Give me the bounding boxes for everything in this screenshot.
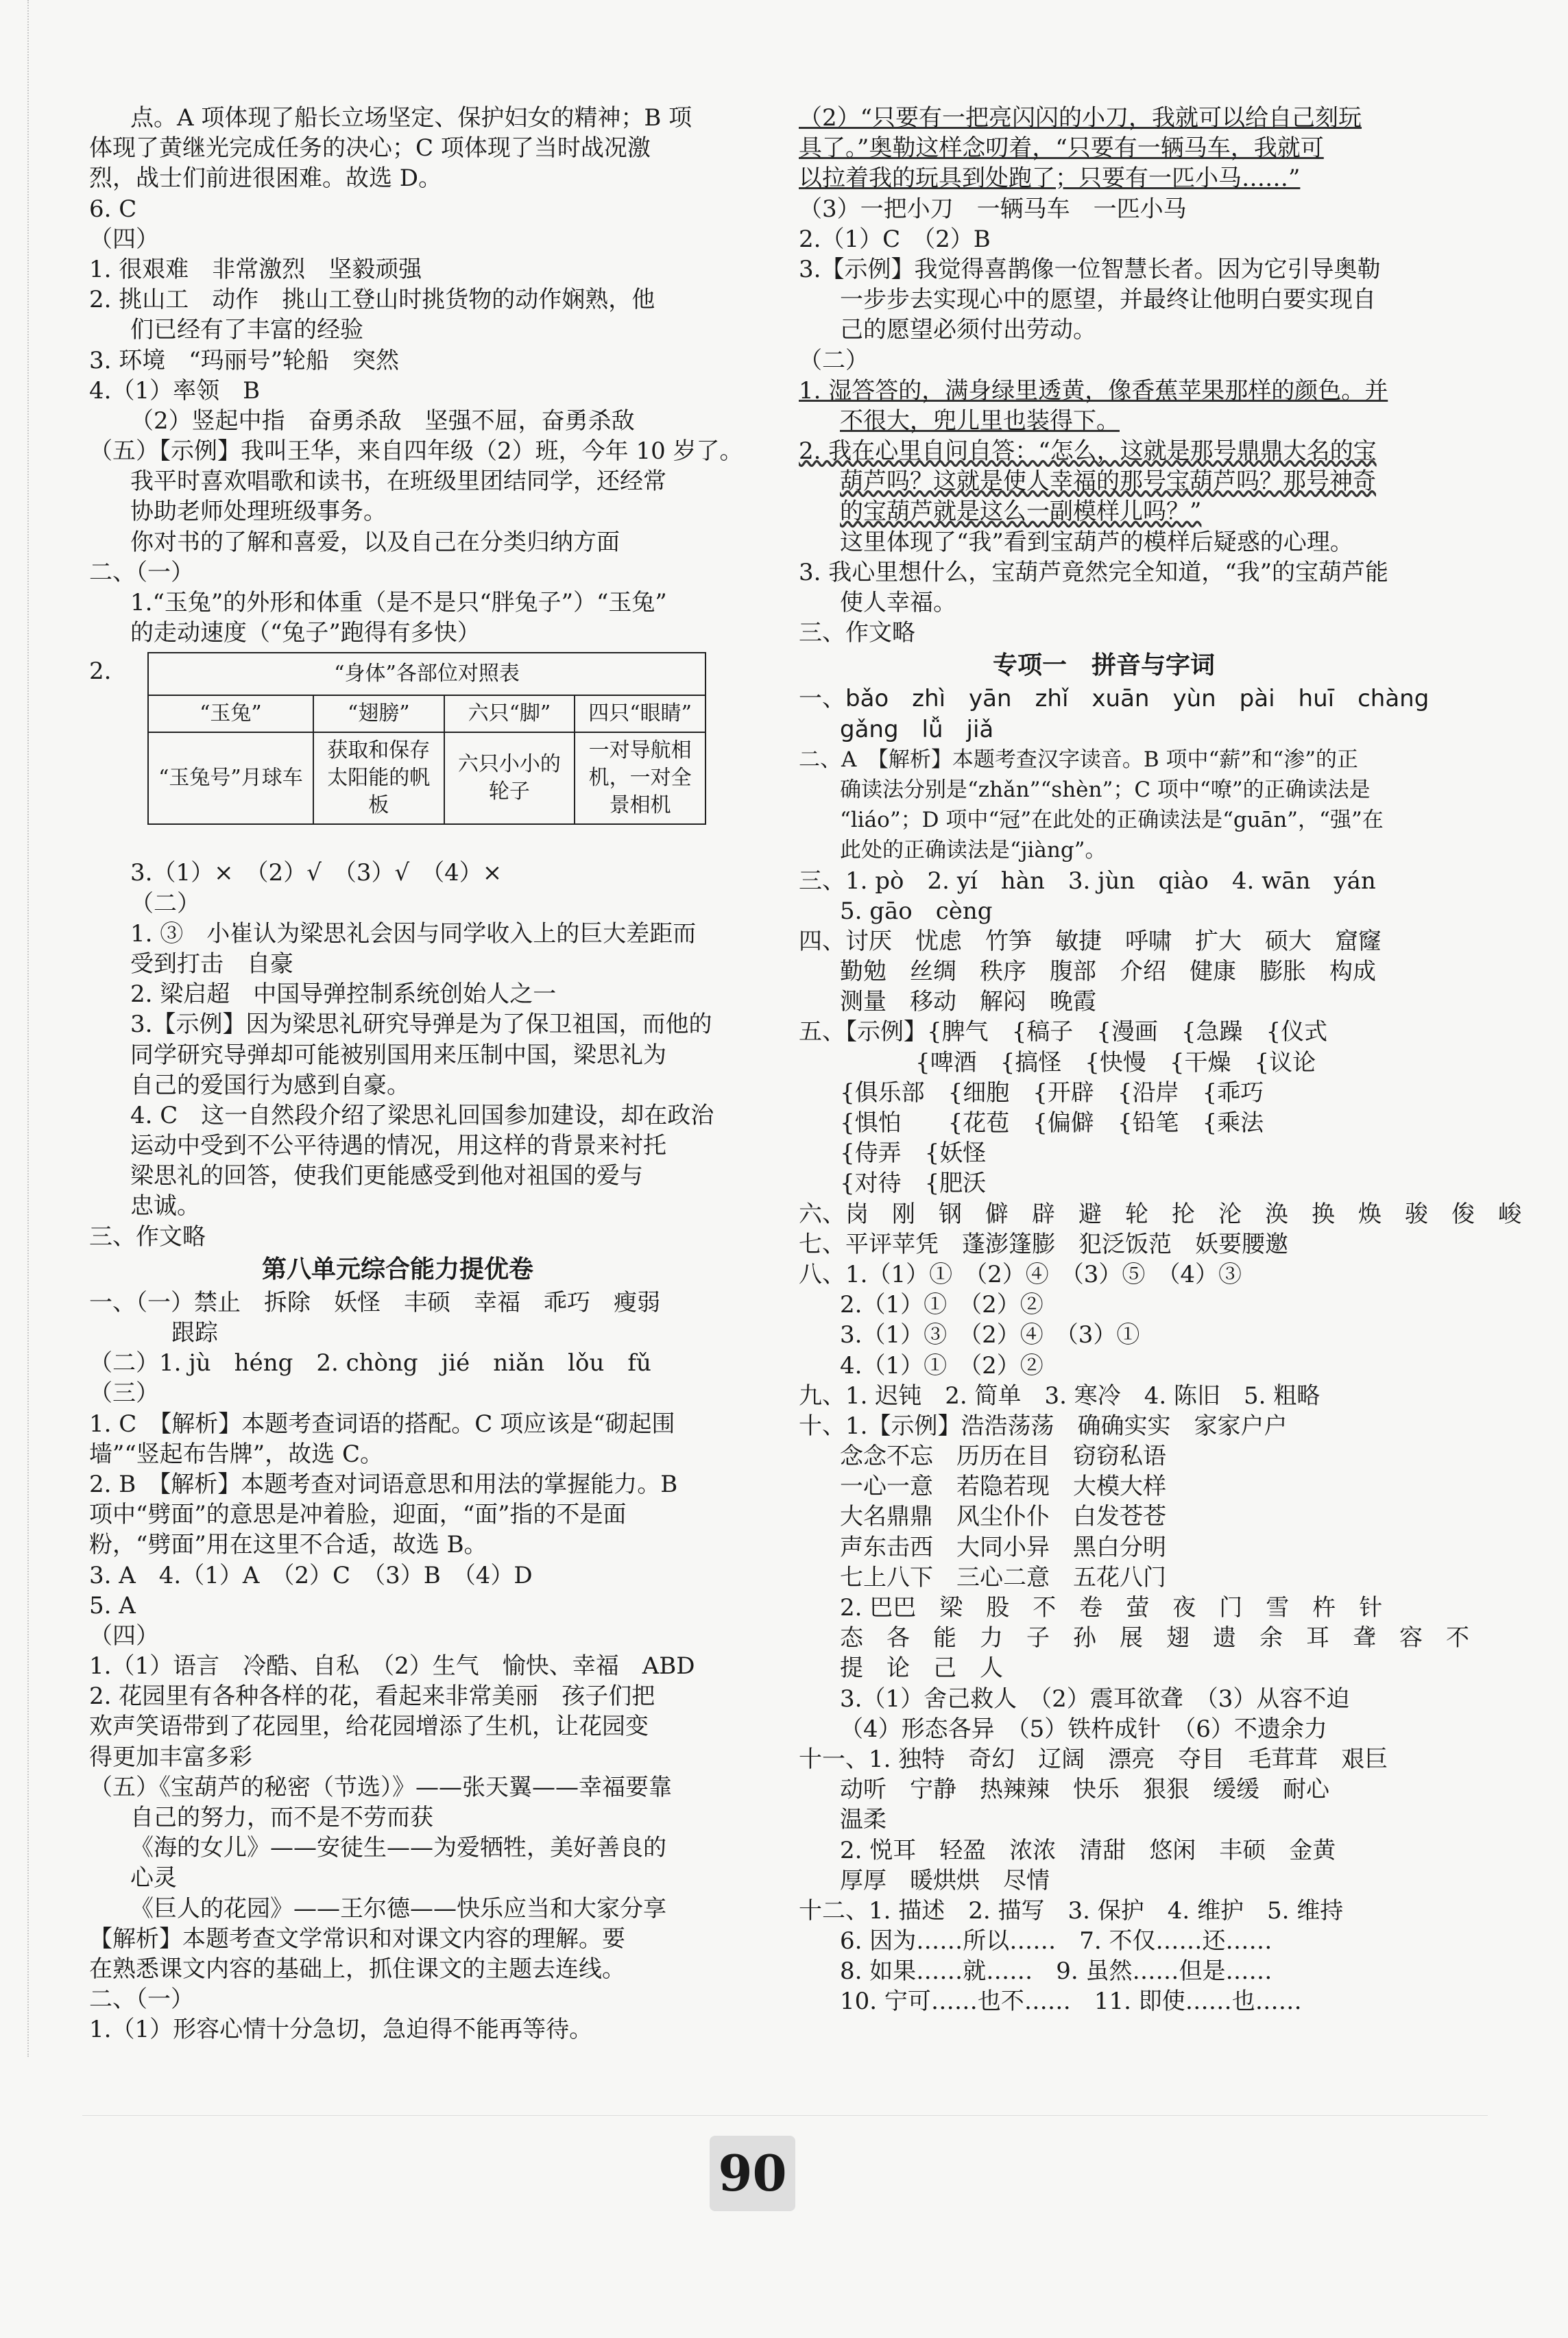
table-header-cell: “玉兔” [148,695,313,732]
text-line: 1. 湿答答的，满身绿里透黄，像香蕉苹果那样的颜色。并 [799,376,1388,405]
text-line: 6. 因为……所以…… 7. 不仅……还…… [840,1927,1273,1955]
text-line: 3. 环境 “玛丽号”轮船 突然 [89,346,400,374]
text-line: 1. 很艰难 非常激烈 坚毅顽强 [89,255,422,283]
binding-edge [27,0,29,2057]
text-line: 我平时喜欢唱歌和读书，在班级里团结同学，还经常 [130,468,666,496]
table-header-cell: 六只“脚” [444,695,575,732]
text-line: 心灵 [130,1864,177,1892]
text-line: 勤勉 丝绸 秩序 腹部 介绍 健康 膨胀 构成 [840,958,1376,986]
text-line: 使人幸福。 [840,589,956,616]
text-line: 2. B 【解析】本题考查对词语意思和用法的掌握能力。B [89,1470,678,1498]
text-line: 五、【示例】{脾气 {稿子 {漫画 {急躁 {仪式 [799,1018,1328,1046]
text-line: 自己的努力，而不是不劳而获 [130,1804,433,1831]
text-line: 1.（1）形容心情十分急切，急迫得不能再等待。 [89,2016,593,2044]
text-line: 项中“劈面”的意思是冲着脸，迎面，“面”指的不是面 [89,1501,627,1529]
text-line: {对待 {肥沃 [840,1170,987,1198]
table-cell: 获取和保存太阳能的帆板 [313,732,444,824]
text-line: 点。A 项体现了船长立场坚定、保护妇女的精神；B 项 [130,104,692,132]
text-line: 梁思礼的回答，使我们更能感受到他对祖国的爱与 [130,1162,643,1190]
comparison-table-block [89,652,706,858]
text-line: （三） [89,1379,159,1408]
text-line: （四） [89,1622,159,1650]
text-line: （二） [799,346,869,374]
text-line: 6. C [89,195,137,223]
section-title: 专项一 拼音与字词 [992,651,1215,680]
text-line: {啤酒 {搞怪 {快慢 {干燥 {议论 [799,1048,1316,1076]
text-line: （五）【示例】我叫王华，来自四年级（2）班，今年 10 岁了。 [89,437,743,466]
text-line: 在熟悉课文内容的基础上，抓住课文的主题去连线。 [89,1955,625,1983]
right-column [799,103,1521,2017]
text-line: 2. 巴巴 梁 股 不 卷 萤 夜 门 雪 杵 针 [840,1594,1383,1622]
text-line: （2）竖起中指 奋勇杀敌 坚强不屈，奋勇杀敌 [130,407,635,435]
text-line: 4.（1）率领 B [89,376,261,405]
text-line: 一步步去实现心中的愿望，并最终让他明白要实现自 [840,286,1376,314]
text-line: 《海的女儿》——安徒生——为爱牺牲，美好善良的 [130,1834,666,1862]
text-line: 粉，“劈面”用在这里不合适，故选 B。 [89,1531,487,1559]
table-header-cell: “翅膀” [313,695,444,732]
table-header-cell: 四只“眼睛” [575,695,705,732]
text-line: 得更加丰富多彩 [89,1743,252,1771]
text-line: 2. 挑山工 动作 挑山工登山时挑货物的动作娴熟，他 [89,286,655,314]
text-line: （二）1. jù héng 2. chòng jié niǎn lǒu fǔ [89,1349,651,1377]
text-line: 以拉着我的玩具到处跑了；只要有一匹小马……” [799,165,1301,193]
text-line: 六、岗 刚 钢 僻 辟 避 轮 抡 沦 涣 换 焕 骏 俊 峻 [799,1200,1521,1228]
text-line: 具了。”奥勒这样念叨着，“只要有一辆马车，我就可 [799,134,1324,162]
text-line: 运动中受到不公平待遇的情况，用这样的背景来衬托 [130,1132,666,1160]
text-line: 态 各 能 力 子 孙 展 翅 遗 余 耳 聋 容 不 [840,1624,1469,1652]
text-line: {俱乐部 {细胞 {开辟 {沿岸 {乖巧 [840,1078,1264,1107]
footer-rule [82,2115,1488,2116]
text-line: 2.（1）① （2）② [840,1291,1044,1319]
text-line: 动听 宁静 热辣辣 快乐 狠狠 缓缓 耐心 [840,1776,1329,1804]
text-line: 不很大，兜儿里也装得下。 [840,407,1120,435]
text-line: 2. 我在心里自问自答：“怎么，这就是那号鼎鼎大名的宝 [799,437,1377,466]
pinyin-line: 一、bǎo zhì yān zhǐ xuān yùn pài huī chàng [799,685,1430,713]
text-line: 九、1. 迟钝 2. 简单 3. 寒冷 4. 陈旧 5. 粗略 [799,1382,1320,1410]
text-line: 跟踪 [171,1319,218,1347]
pinyin-line: gǎng lǚ jiǎ [840,715,994,743]
text-line: 4.（1）① （2）② [840,1351,1044,1379]
text-line: 念念不忘 历历在目 窃窃私语 [840,1443,1166,1471]
text-line: 厚厚 暖烘烘 尽情 [840,1866,1050,1894]
text-line: 自己的爱国行为感到自豪。 [130,1071,410,1099]
table-number: 2. [89,658,112,686]
text-line: 3.（1）舍己救人 （2）震耳欲聋 （3）从容不迫 [840,1685,1350,1713]
table-cell: “玉兔号”月球车 [148,732,313,824]
text-line: 一心一意 若隐若现 大模大样 [840,1473,1166,1501]
text-line: 3.（1）× （2）√ （3）√ （4）× [130,859,503,887]
text-line: 们已经有了丰富的经验 [130,316,363,344]
text-line: 测量 移动 解闷 晚霞 [840,988,1096,1016]
text-line: 《巨人的花园》——王尔德——快乐应当和大家分享 [130,1894,666,1923]
text-line: 二、A 【解析】本题考查汉字读音。B 项中“薪”和“渗”的正 [799,747,1358,772]
text-line: 欢声笑语带到了花园里，给花园增添了生机，让花园变 [89,1713,649,1741]
text-line: 同学研究导弹却可能被别国用来压制中国，梁思礼为 [130,1041,666,1069]
text-line: 3. A 4.（1）A （2）C （3）B （4）D [89,1561,533,1589]
text-line: 3. 我心里想什么，宝葫芦竟然完全知道，“我”的宝葫芦能 [799,558,1389,586]
text-line: 二、（一） [89,1986,194,2014]
text-line: 确读法分别是“zhǎn”“shèn”；C 项中“嘹”的正确读法是 [840,777,1371,802]
text-line: 忠诚。 [130,1192,200,1220]
text-line: 10. 宁可……也不…… 11. 即使……也…… [840,1988,1302,2016]
text-line: （4）形态各异 （5）铁杵成针 （6）不遗余力 [840,1715,1327,1743]
text-line: 3.【示例】我觉得喜鹊像一位智慧长者。因为它引导奥勒 [799,255,1381,283]
text-line: 十、1.【示例】浩浩荡荡 确确实实 家家户户 [799,1412,1288,1440]
text-line: 八、1.（1）① （2）④ （3）⑤ （4）③ [799,1260,1242,1288]
text-line: 二、（一） [89,558,194,586]
text-line: （二） [130,889,200,917]
text-line: 的宝葫芦就是这么一副模样儿吗？” [840,498,1202,526]
text-line: 1. C 【解析】本题考查词语的搭配。C 项应该是“砌起围 [89,1410,675,1438]
text-line: {惧怕 {花苞 {偏僻 {铅笔 {乘法 [840,1109,1264,1137]
text-line: 【解析】本题考查文学常识和对课文内容的理解。要 [89,1925,625,1953]
text-line: （2）“只要有一把亮闪闪的小刀，我就可以给自己刻玩 [799,104,1362,132]
text-line: 1.（1）语言 冷酷、自私 （2）生气 愉快、幸福 ABD [89,1652,695,1680]
text-line: 十二、1. 描述 2. 描写 3. 保护 4. 维护 5. 维持 [799,1896,1344,1925]
text-line: 这里体现了“我”看到宝葫芦的模样后疑惑的心理。 [840,528,1353,556]
table-caption: “身体”各部位对照表 [148,653,705,695]
text-line: 1. ③ 小崔认为梁思礼会因与同学收入上的巨大差距而 [130,919,697,948]
text-line: 大名鼎鼎 风尘仆仆 白发苍苍 [840,1503,1166,1531]
text-line: 受到打击 自豪 [130,950,293,978]
left-column [89,103,743,2045]
text-line: 你对书的了解和喜爱，以及自己在分类归纳方面 [130,528,620,556]
text-line: 2.（1）C （2）B [799,225,991,253]
text-line: 三、作文略 [799,619,915,647]
section-title: 第八单元综合能力提优卷 [261,1255,533,1284]
text-line: （四） [89,225,159,253]
text-line: 七、平评苹凭 蓬澎篷膨 犯泛饭范 妖要腰邀 [799,1230,1288,1258]
text-line: 七上八下 三心二意 五花八门 [840,1563,1166,1591]
text-line: （3）一把小刀 一辆马车 一匹小马 [799,195,1187,223]
text-line: 的走动速度（“兔子”跑得有多快） [130,619,481,647]
text-line: 十一、1. 独特 奇幻 辽阔 漂亮 夺目 毛茸茸 艰巨 [799,1745,1388,1773]
text-line: 5. gāo cèng [840,897,993,925]
text-line: 4. C 这一自然段介绍了梁思礼回国参加建设，却在政治 [130,1101,714,1129]
text-line: 烈，战士们前进很困难。故选 D。 [89,165,442,193]
text-line: 5. A [89,1591,136,1619]
table-cell: 六只小小的轮子 [444,732,575,824]
text-line: 声东击西 大同小异 黑白分明 [840,1533,1166,1561]
table-cell: 一对导航相机，一对全景相机 [575,732,705,824]
text-line: 提 论 己 人 [840,1654,1003,1683]
text-line: （五）《宝葫芦的秘密（节选）》——张天翼——幸福要靠 [89,1773,672,1801]
text-line: 四、讨厌 忧虑 竹笋 敏捷 呼啸 扩大 硕大 窟窿 [799,927,1382,955]
comparison-table [147,652,706,825]
text-line: 体现了黄继光完成任务的决心；C 项体现了当时战况激 [89,134,651,162]
text-line: 8. 如果……就…… 9. 虽然……但是…… [840,1957,1273,1986]
text-line: {侍弄 {妖怪 [840,1140,987,1168]
text-line: 三、1. pò 2. yí hàn 3. jùn qiào 4. wān yán [799,867,1376,895]
text-line: 此处的正确读法是“jiàng”。 [840,838,1107,863]
text-line: 1.“玉兔”的外形和体重（是不是只“胖兔子”）“玉兔” [130,589,667,616]
text-line: 3.（1）③ （2）④ （3）① [840,1321,1140,1349]
text-line: 葫芦吗？这就是使人幸福的那号宝葫芦吗？那号神奇 [840,468,1376,496]
text-line: 2. 悦耳 轻盈 浓浓 清甜 悠闲 丰硕 金黄 [840,1836,1336,1864]
text-line: 温柔 [840,1806,886,1834]
page-number: 90 [710,2136,795,2211]
text-line: 协助老师处理班级事务。 [130,498,387,526]
text-line: 己的愿望必须付出劳动。 [840,316,1096,344]
text-line: “liáo”；D 项中“冠”在此处的正确读法是“guān”，“强”在 [840,808,1384,833]
text-line: 一、（一）禁止 拆除 妖怪 丰硕 幸福 乖巧 瘦弱 [89,1288,660,1316]
text-line: 2. 花园里有各种各样的花，看起来非常美丽 孩子们把 [89,1683,655,1711]
text-line: 墙”“竖起布告牌”，故选 C。 [89,1440,383,1468]
text-line: 2. 梁启超 中国导弹控制系统创始人之一 [130,980,557,1009]
text-line: 三、作文略 [89,1222,206,1251]
text-line: 3.【示例】因为梁思礼研究导弹是为了保卫祖国，而他的 [130,1011,712,1039]
